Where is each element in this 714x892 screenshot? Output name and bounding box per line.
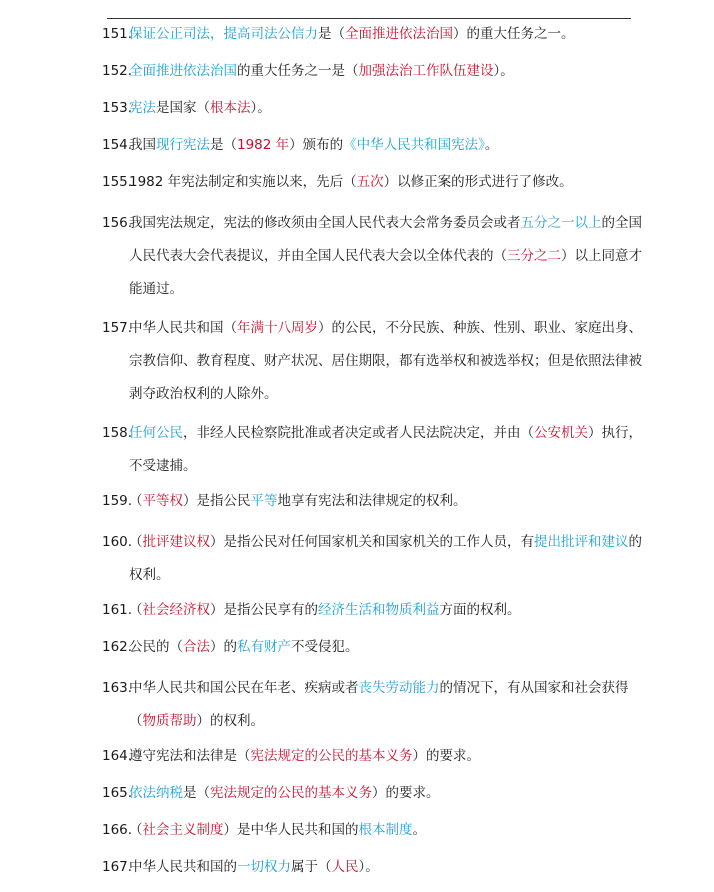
statement-text: 的权利。 [129,534,642,583]
keyword-text: 全面推进依法治国 [129,63,237,79]
statement-text: 遵守宪法和法律是（ [129,748,251,764]
list-item [102,635,645,659]
statement-text: 的重大任务之一是（ [237,63,359,79]
statement-text: ）的要求。 [412,748,480,764]
statement-text: ）的重大任务之一。 [453,26,575,42]
item-number: 166. [102,822,133,838]
item-number: 157. [102,320,133,336]
statement-text: （ [129,602,143,618]
statement-text: ）是指公民享有的 [210,602,318,618]
statement-text: 不受侵犯。 [291,639,359,655]
statement-text: ）以修正案的形式进行了修改。 [383,174,573,190]
statement-text: 的全国人民代表大会代表提议，并由全国人民代表大会以全体代表的（ [129,215,642,264]
statement-text: 地享有宪法和法律规定的权利。 [277,493,467,509]
statement-text: 中华人民共和国的 [129,859,237,875]
keyword-text: 保证公正司法，提高司法公信力 [129,26,318,42]
statement-text: 属于（ [291,859,332,875]
keyword-text: 任何公民 [129,425,183,441]
answer-text: 三分之二 [507,248,561,264]
list-item [102,489,645,513]
item-number: 161. [102,602,133,618]
statement-text: 1982 年宪法制定和实施以来，先后（ [129,174,357,190]
statement-text: ）是指公民 [183,493,251,509]
item-number: 167. [102,859,133,875]
statement-text: ）的权利。 [196,713,264,729]
answer-text: 宪法规定的公民的基本义务 [210,785,372,801]
keyword-text: 私有财产 [237,639,291,655]
statement-text: （ [129,822,143,838]
statement-text: 中华人民共和国公民在年老、疾病或者 [129,680,359,696]
list-item [102,417,645,483]
item-number: 165. [102,785,133,801]
statement-text: ）的公民，不分民族、种族、性别、职业、家庭出身、宗教信仰、教育程度、财产状况、居住期限，都有选举权和被选举权；但是依照法律被剥夺政治权利的人除外。 [129,320,642,402]
keyword-text: 现行宪法 [156,137,210,153]
list-item [102,672,645,738]
answer-text: 批评建议权 [142,534,210,550]
answer-text: 物质帮助 [142,713,197,729]
statement-text: ）颁布的 [289,137,344,153]
statement-text: ）是指公民对任何国家机关和国家机关的工作人员，有 [210,534,534,550]
statement-text: 。 [412,822,426,838]
list-item [102,207,645,306]
statement-text: ）。 [358,859,379,875]
keyword-text: 依法纳税 [129,785,183,801]
statement-text: ）执行，不受逮捕。 [129,425,642,474]
item-number: 163. [102,680,133,696]
keyword-text: 五分之一以上 [520,215,602,231]
keyword-text: 宪法 [129,100,156,116]
item-number: 162. [102,639,133,655]
answer-text: 社会主义制度 [142,822,224,838]
item-number: 156. [102,215,133,231]
answer-text: 社会经济权 [142,602,210,618]
statement-text: 公民的（ [129,639,183,655]
statement-text: 。 [484,137,499,153]
statement-text: ）是中华人民共和国的 [223,822,359,838]
keyword-text: 根本制度 [358,822,413,838]
item-number: 164. [102,748,133,764]
item-number: 151. [102,26,133,42]
answer-text: 宪法规定的公民的基本义务 [250,748,413,764]
answer-text: 全面推进依法治国 [345,26,453,42]
item-number: 158. [102,425,133,441]
list-item [102,96,645,120]
keyword-text: 提出批评和建议 [534,534,629,550]
list-item [102,855,645,879]
statement-text: ，非经人民检察院批准或者决定或者人民法院决定，并由（ [183,425,534,441]
statement-text: 我国 [129,137,156,153]
top-rule [107,18,631,19]
statement-text: （ [129,493,143,509]
answer-text: 年满十八周岁 [237,320,318,336]
statement-text: 方面的权利。 [439,602,521,618]
answer-text: 加强法治工作队伍建设 [358,63,494,79]
list-item [102,312,645,411]
list-item [102,22,645,46]
answer-text: 根本法 [210,100,251,116]
item-number: 160. [102,534,133,550]
answer-text: 五次 [356,174,384,190]
item-number: 159. [102,493,133,509]
answer-text: 1982 年 [237,137,290,153]
list-item [102,133,645,157]
keyword-text: 《中华人民共和国宪法》 [343,137,485,153]
item-number: 154. [102,137,133,153]
item-number: 152. [102,63,133,79]
keyword-text: 一切权力 [237,859,291,875]
statement-text: 是（ [318,26,345,42]
statement-text: ）的 [210,639,237,655]
statement-text: 是国家（ [156,100,210,116]
statement-text: ）以上同意才能通过。 [129,248,642,297]
keyword-text: 经济生活和物质利益 [318,602,440,618]
keyword-text: 平等 [250,493,278,509]
statement-text: 的情况下，有从国家和社会获得（ [129,680,629,729]
item-number: 155. [102,174,133,190]
answer-text: 合法 [183,639,210,655]
list-item [102,526,645,592]
answer-text: 平等权 [142,493,183,509]
statement-text: 中华人民共和国（ [129,320,237,336]
list-item [102,818,645,842]
statement-text: （ [129,534,143,550]
answer-text: 人民 [331,859,359,875]
list-item [102,170,645,194]
list-item [102,781,645,805]
list-item [102,598,645,622]
list-item [102,744,645,768]
list-item [102,59,645,83]
statement-text: ）。 [250,100,271,116]
statement-text: 我国宪法规定，宪法的修改须由全国人民代表大会常务委员会或者 [129,215,521,231]
question-list [102,22,645,892]
statement-text: ）的要求。 [372,785,440,801]
item-number: 153. [102,100,133,116]
keyword-text: 丧失劳动能力 [358,680,440,696]
statement-text: ）。 [493,63,514,79]
statement-text: 是（ [183,785,210,801]
answer-text: 公安机关 [534,425,588,441]
statement-text: 是（ [210,137,237,153]
